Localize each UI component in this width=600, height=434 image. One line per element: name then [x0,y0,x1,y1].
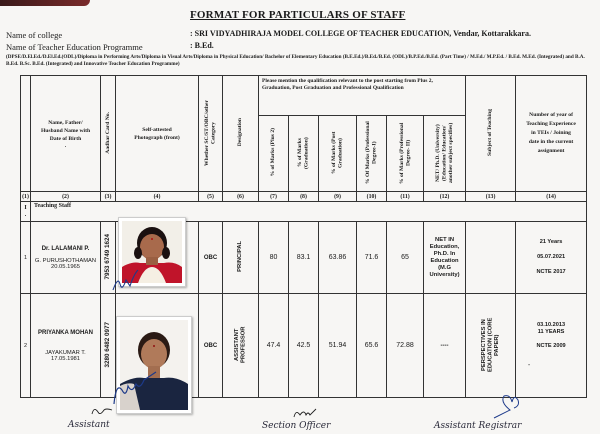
college-value: : SRI VIDYADHIRAJA MODEL COLLEGE OF TEACHER EDUCATION, Vendar, Kottarakkara. [190,29,531,38]
signature-section-officer: Section Officer [262,421,331,431]
col-num-14: (14) [516,192,587,202]
programme-list: (DPSE/D.El.Ed./D.El.Ed.(ODL)/Diploma in Performing Arts/Diploma in Visual Arts/Diploma in Physical Education/ Bachelor of Elementary Education (B.E.Ed.)/B.Ed./B.Ed. (ODL)/B.P.Ed./B.Ed. (Part Time) / M.Ed./ M.P.Ed. / B.Ed. M.Ed. (Integrated) and B.A. B.Ed. B.Sc. B.Ed. (Integrated) and Innovative Teacher Education Programme) [6,54,585,67]
signature-scribble-2 [110,360,160,410]
signature-scribble-1 [110,262,140,294]
row-aadhar: 7953 6749 1624 [103,233,111,280]
row-prof1: 65.6 [357,294,387,398]
row-plus2: 47.4 [259,294,289,398]
row-net-phd: ---- [424,294,466,398]
col-num-2: (2) [31,192,101,202]
row-name-cell [31,222,101,294]
header-category: Whether SC/ST/OBC/other Category [199,76,223,192]
signature-mark-middle [292,407,318,421]
table-row [21,222,587,294]
col-num-8: (8) [289,192,319,202]
col-num-10: (10) [357,192,387,202]
staff-table [20,75,587,398]
col-num-12: (12) [424,192,466,202]
row-sl: 1 [21,222,31,294]
row-prof2: 72.88 [387,294,424,398]
row-experience: 21 Years 05.07.2021 NCTE 2017 [516,222,587,294]
signature-mark-left [90,404,114,418]
row-subject-cell [466,294,516,398]
col-num-13: (13) [466,192,516,202]
row-post-graduation: 51.94 [319,294,357,398]
header-sl [21,76,31,192]
header-name: Name, Father/ Husband Name with Date of Birth . [31,76,101,192]
header-plus2: % of Marks (Plus 2) [259,116,289,192]
row-plus2: 80 [259,222,289,294]
row-category: OBC [199,294,223,398]
row-prof2: 65 [387,222,424,294]
col-num-6: (6) [223,192,259,202]
col-num-1: (1) [22,193,29,200]
programme-value: : B.Ed. [190,41,214,50]
row-category: OBC [199,222,223,294]
row-father: JAYAKUMAR T. [45,349,86,356]
row-subject: PERSPECTIVES IN EDUCATION (CORE PAPER) [480,317,500,372]
row-net-phd: NET IN Education, Ph.D. In Education (M.G University) [424,222,466,294]
col-num-5: (5) [199,192,223,202]
signature-scribble-3 [490,392,530,422]
row-post-graduation: 63.86 [319,222,357,294]
row-name: Dr. LALAMANI P. [41,245,90,252]
row-experience: 03.10.2013 11 YEARS NCTE 2009 - [516,294,587,398]
col-num-7: (7) [259,192,289,202]
row-designation: PRINCIPAL [237,241,244,272]
programme-label: Name of Teacher Education Programme [6,42,143,52]
col-num-11: (11) [387,192,424,202]
header-post-graduation: % of Marks (Post Graduation) [319,116,357,192]
header-prof1: % Of Marks (Professional Degree-I) [357,116,387,192]
row-designation-cell [223,294,259,398]
col-num-3: (3) [101,192,116,202]
row-name-cell [31,294,101,398]
signature-assistant: Assistant [68,420,110,430]
header-photo: Self-attested Photograph (front) [116,76,199,192]
header-subject: Subject of Teaching [466,76,516,192]
table-row [21,294,587,398]
row-graduation: 83.1 [289,222,319,294]
header-graduation: % of Marks (Graduation) [289,116,319,192]
scan-edge-shadow [0,0,90,6]
col-num-9: (9) [319,192,357,202]
row-designation-cell [223,222,259,294]
row-dob: 20.05.1965 [50,263,80,270]
row-dob: 17.05.1981 [50,355,80,362]
row-subject [466,222,516,294]
row-aadhar: 3280 6482 0977 [103,321,111,368]
row-sl: 2 [21,294,31,398]
row-graduation: 42.5 [289,294,319,398]
section-label: Teaching Staff [31,202,587,222]
row-name: PRIYANKA MOHAN [38,329,93,336]
row-prof1: 71.6 [357,222,387,294]
header-net-phd: NET/ Ph.D. (University) (Education/ Education/ another subject specifies) [424,116,466,192]
signature-assistant-registrar: Assistant Registrar [434,421,522,431]
row-father: G. PURUSHOTHAMAN [34,257,97,264]
header-aadhar: Aadhar Card No. [101,76,116,192]
header-prof2: % of Marks (Professional Degree- II) [387,116,424,192]
header-designation: Designation [223,76,259,192]
college-label: Name of college [6,30,63,40]
section-index: I . [21,202,31,222]
col-num-4: (4) [116,192,199,202]
section-row [21,202,587,222]
row-designation: ASSISTANT PROFESSOR [234,326,247,363]
header-qualification-group: Please mention the qualification relevant to the post starting from Plus 2, Graduation, Post Graduation and Professional Qualification [259,76,466,116]
header-experience: Number of year of Teaching Experience in TEIs / Joining date in the current assignment [516,76,587,192]
document-title: FORMAT FOR PARTICULARS OF STAFF [190,9,406,21]
